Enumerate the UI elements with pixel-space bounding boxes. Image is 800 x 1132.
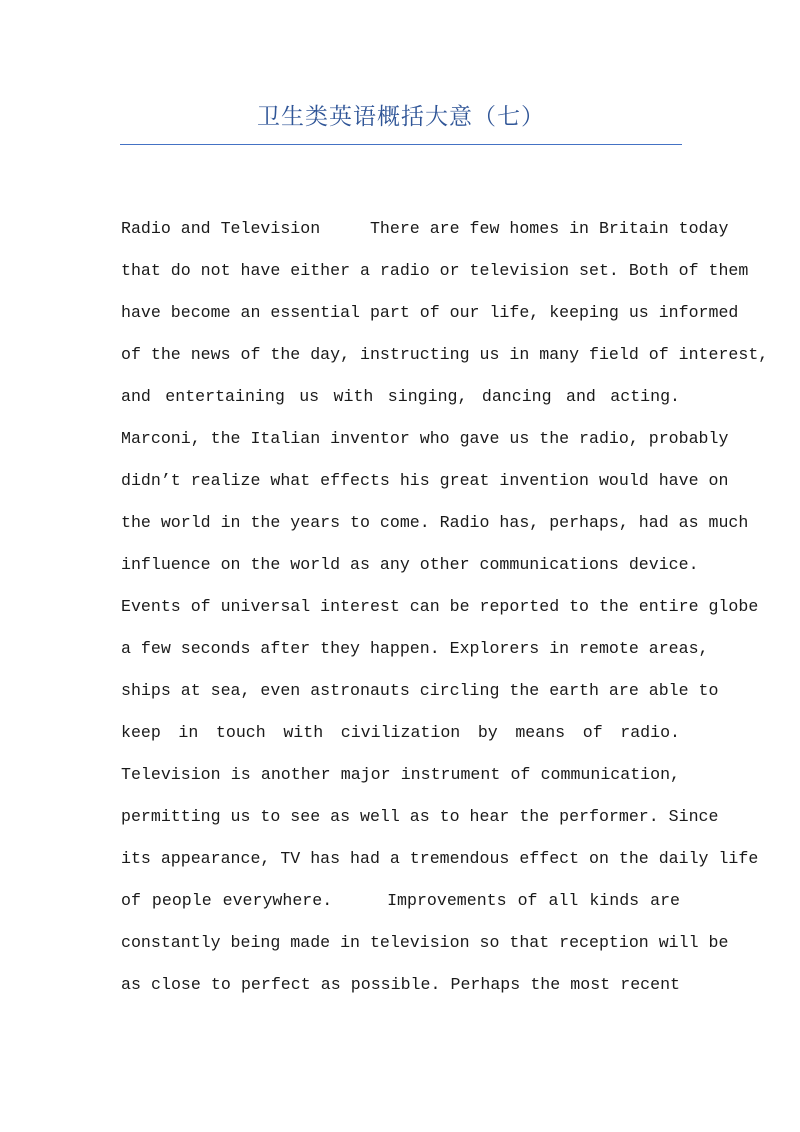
document-title: 卫生类英语概括大意（七）: [257, 104, 545, 130]
text-line: didn’t realize what effects his great invention would have on: [121, 471, 729, 490]
text-line: influence on the world as any other communications device.: [121, 555, 699, 574]
text-line: Events of universal interest can be reported to the entire globe: [121, 597, 759, 616]
text-line: its appearance, TV has had a tremendous effect on the daily life: [121, 849, 759, 868]
text-line: constantly being made in television so that reception will be: [121, 933, 729, 952]
text-line: Radio and Television There are few homes in Britain today: [121, 219, 729, 238]
text-line: Television is another major instrument of communication,: [121, 765, 680, 784]
text-line: that do not have either a radio or television set. Both of them: [121, 261, 749, 280]
text-line: the world in the years to come. Radio has, perhaps, had as much: [121, 513, 749, 532]
text-line: Marconi, the Italian inventor who gave us the radio, probably: [121, 429, 729, 448]
text-line: keep in touch with civilization by means of radio.: [121, 723, 680, 742]
body-text: [121, 208, 769, 1006]
text-line: ships at sea, even astronauts circling the earth are able to: [121, 681, 719, 700]
text-line: a few seconds after they happen. Explorers in remote areas,: [121, 639, 709, 658]
text-line: have become an essential part of our life, keeping us informed: [121, 303, 739, 322]
text-line: permitting us to see as well as to hear the performer. Since: [121, 807, 719, 826]
title-underline-divider: [120, 144, 682, 145]
text-line: as close to perfect as possible. Perhaps the most recent: [121, 975, 680, 994]
text-line: of the news of the day, instructing us in many field of interest,: [121, 345, 769, 364]
text-line: of people everywhere. Improvements of all kinds are: [121, 891, 680, 910]
text-line: and entertaining us with singing, dancing and acting.: [121, 387, 680, 406]
